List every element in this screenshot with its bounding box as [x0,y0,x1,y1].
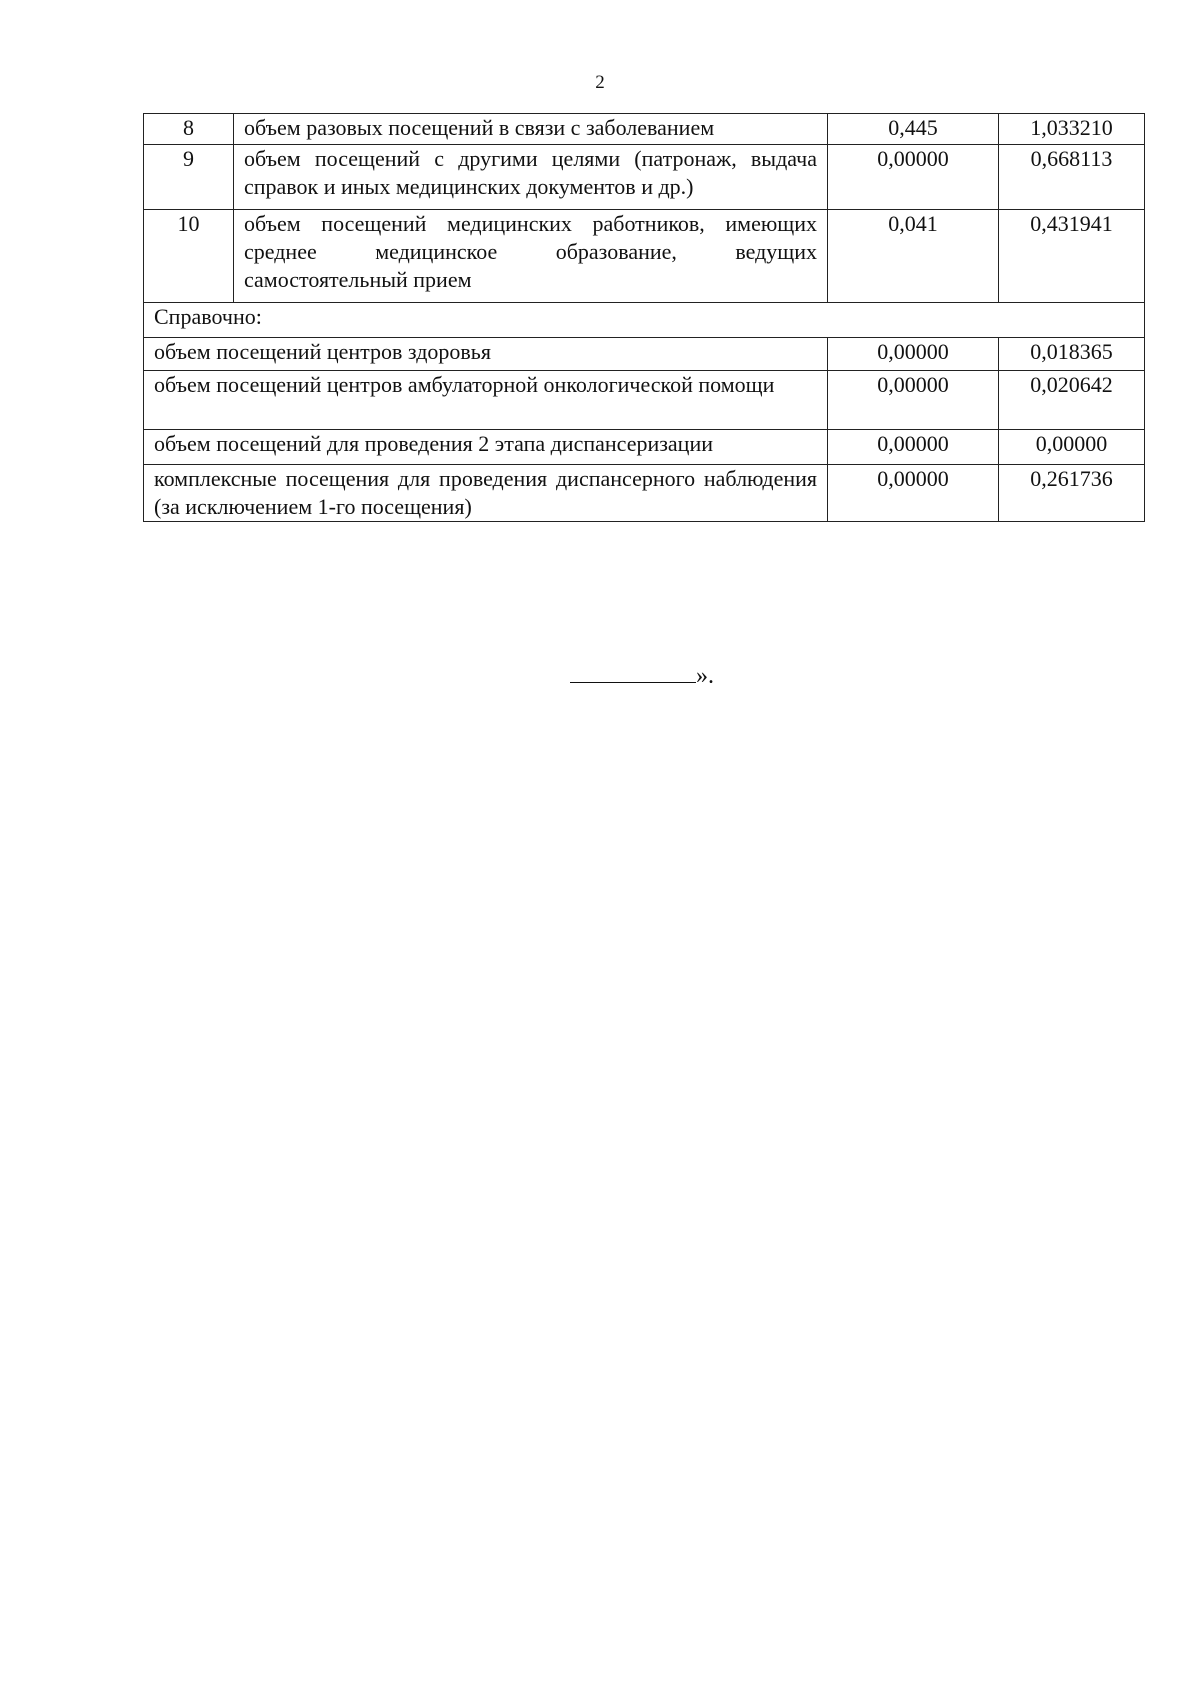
row-value-2: 0,668113 [999,145,1145,210]
page-number: 2 [595,72,605,93]
reference-value-2: 0,018365 [999,338,1145,371]
reference-label: Справочно: [144,303,1145,338]
closing-underline [570,660,696,683]
closing-quote: ». [696,663,714,689]
reference-description: комплексные посещения для проведения диспансерного наблюдения (за исключением 1-го посещения) [144,465,828,522]
row-number: 8 [144,114,234,145]
row-number: 10 [144,210,234,303]
row-value-2: 1,033210 [999,114,1145,145]
table-row [144,210,1145,303]
reference-row [144,430,1145,465]
reference-value-1: 0,00000 [828,465,999,522]
reference-row [144,465,1145,522]
row-value-1: 0,00000 [828,145,999,210]
row-value-1: 0,041 [828,210,999,303]
reference-value-1: 0,00000 [828,430,999,465]
table-row [144,114,1145,145]
reference-value-1: 0,00000 [828,338,999,371]
reference-description: объем посещений центров амбулаторной онкологической помощи [144,371,828,430]
row-value-1: 0,445 [828,114,999,145]
table-row [144,145,1145,210]
reference-description: объем посещений центров здоровья [144,338,828,371]
reference-row [144,338,1145,371]
row-description: объем разовых посещений в связи с заболеванием [234,114,828,145]
reference-description: объем посещений для проведения 2 этапа диспансеризации [144,430,828,465]
row-description: объем посещений с другими целями (патронаж, выдача справок и иных медицинских документов и др.) [234,145,828,210]
reference-value-2: 0,261736 [999,465,1145,522]
row-value-2: 0,431941 [999,210,1145,303]
row-number: 9 [144,145,234,210]
reference-value-1: 0,00000 [828,371,999,430]
reference-value-2: 0,020642 [999,371,1145,430]
row-description: объем посещений медицинских работников, имеющих среднее медицинское образование, ведущих самостоятельный прием [234,210,828,303]
reference-header-row [144,303,1145,338]
reference-value-2: 0,00000 [999,430,1145,465]
volume-table [143,113,1145,522]
reference-row [144,371,1145,430]
closing-mark [570,660,714,690]
